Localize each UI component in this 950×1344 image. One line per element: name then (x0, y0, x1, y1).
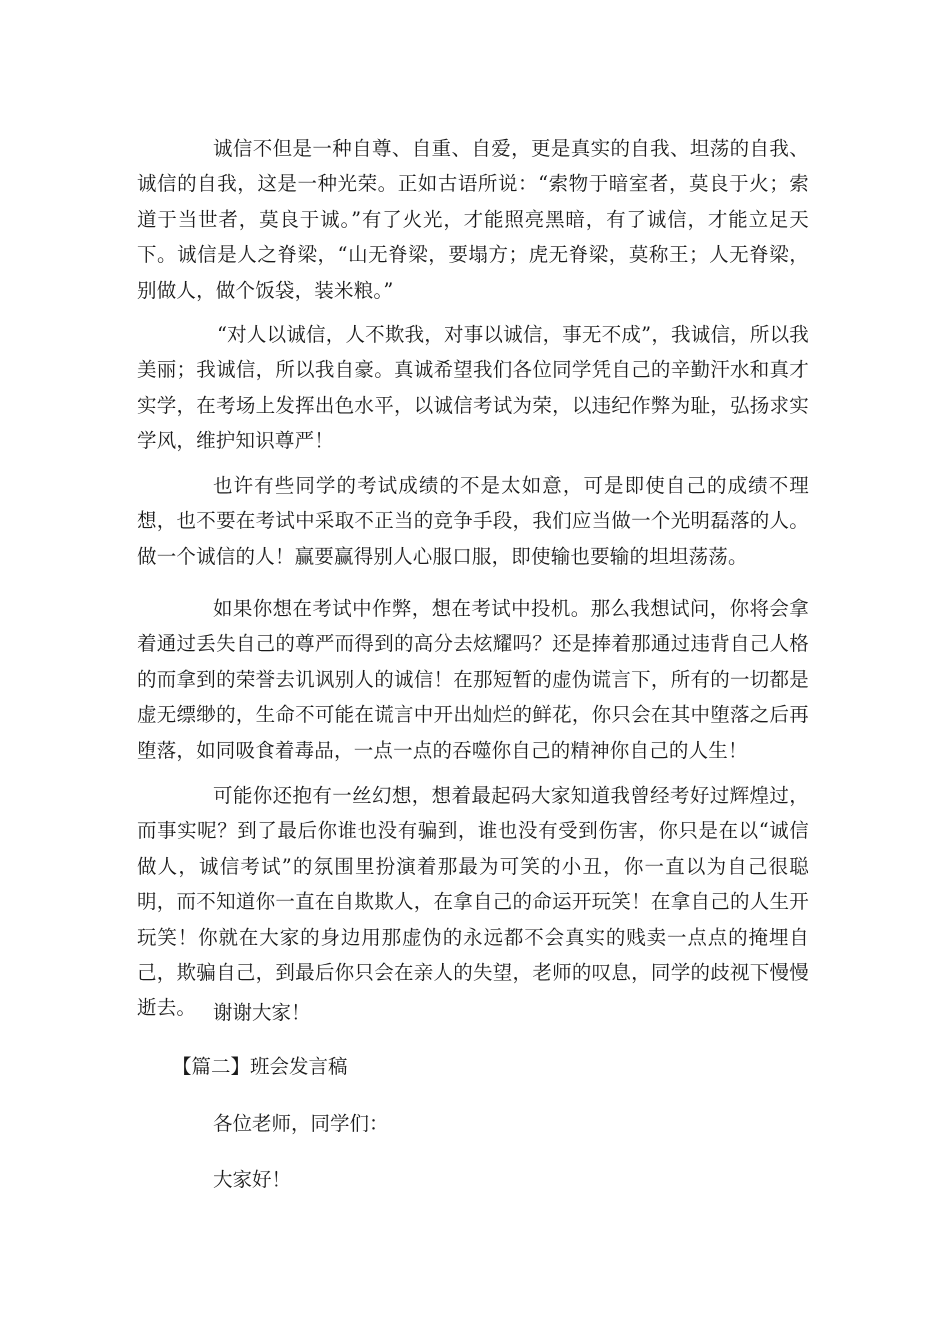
paragraph-3: 也许有些同学的考试成绩的不是太如意，可是即使自己的成绩不理想，也不要在考试中采取不正当的竞争手段，我们应当做一个光明磊落的人。做一个诚信的人！赢要赢得别人心服口服，即使输也要输的坦坦荡荡。 (137, 474, 809, 568)
section-heading: 【篇二】班会发言稿 (172, 1055, 348, 1078)
closing-line: 谢谢大家！ (213, 1001, 311, 1024)
salutation-line: 各位老师，同学们： (213, 1112, 389, 1135)
paragraph-4: 如果你想在考试中作弊，想在考试中投机。那么我想试问，你将会拿着通过丢失自己的尊严而得到的高分去炫耀吗？还是捧着那通过违背自己人格的而拿到的荣誉去讥讽别人的诚信！在那短暂的虚伪谎言下，所有的一切都是虚无缥缈的，生命不可能在谎言中开出灿烂的鲜花，你只会在其中堕落之后再堕落，如同吸食着毒品，一点一点的吞噬你自己的精神你自己的人生！ (137, 597, 809, 762)
paragraph-1: 诚信不但是一种自尊、自重、自爱，更是真实的自我、坦荡的自我、诚信的自我，这是一种光荣。正如古语所说：“索物于暗室者，莫良于火；索道于当世者，莫良于诚。”有了火光，才能照亮黑暗，有了诚信，才能立足天下。诚信是人之脊梁，“山无脊梁，要塌方；虎无脊梁，莫称王；人无脊梁，别做人，做个饭袋，装米粮。” (137, 137, 809, 302)
greeting-line: 大家好！ (213, 1168, 292, 1191)
paragraph-2: “对人以诚信，人不欺我，对事以诚信，事无不成”，我诚信，所以我美丽；我诚信，所以我自豪。真诚希望我们各位同学凭自己的辛勤汗水和真才实学，在考场上发挥出色水平，以诚信考试为荣，以违纪作弊为耻，弘扬求实学风，维护知识尊严！ (137, 323, 809, 453)
paragraph-5: 可能你还抱有一丝幻想，想着最起码大家知道我曾经考好过辉煌过，而事实呢？到了最后你谁也没有骗到，谁也没有受到伤害，你只是在以“诚信做人，诚信考试”的氛围里扮演着那最为可笑的小丑，你一直以为自己很聪明，而不知道你一直在自欺欺人，在拿自己的命运开玩笑！在拿自己的人生开玩笑！你就在大家的身边用那虚伪的永远都不会真实的贱卖一点点的掩埋自己，欺骗自己，到最后你只会在亲人的失望，老师的叹息，同学的歧视下慢慢逝去。 (137, 784, 809, 1020)
